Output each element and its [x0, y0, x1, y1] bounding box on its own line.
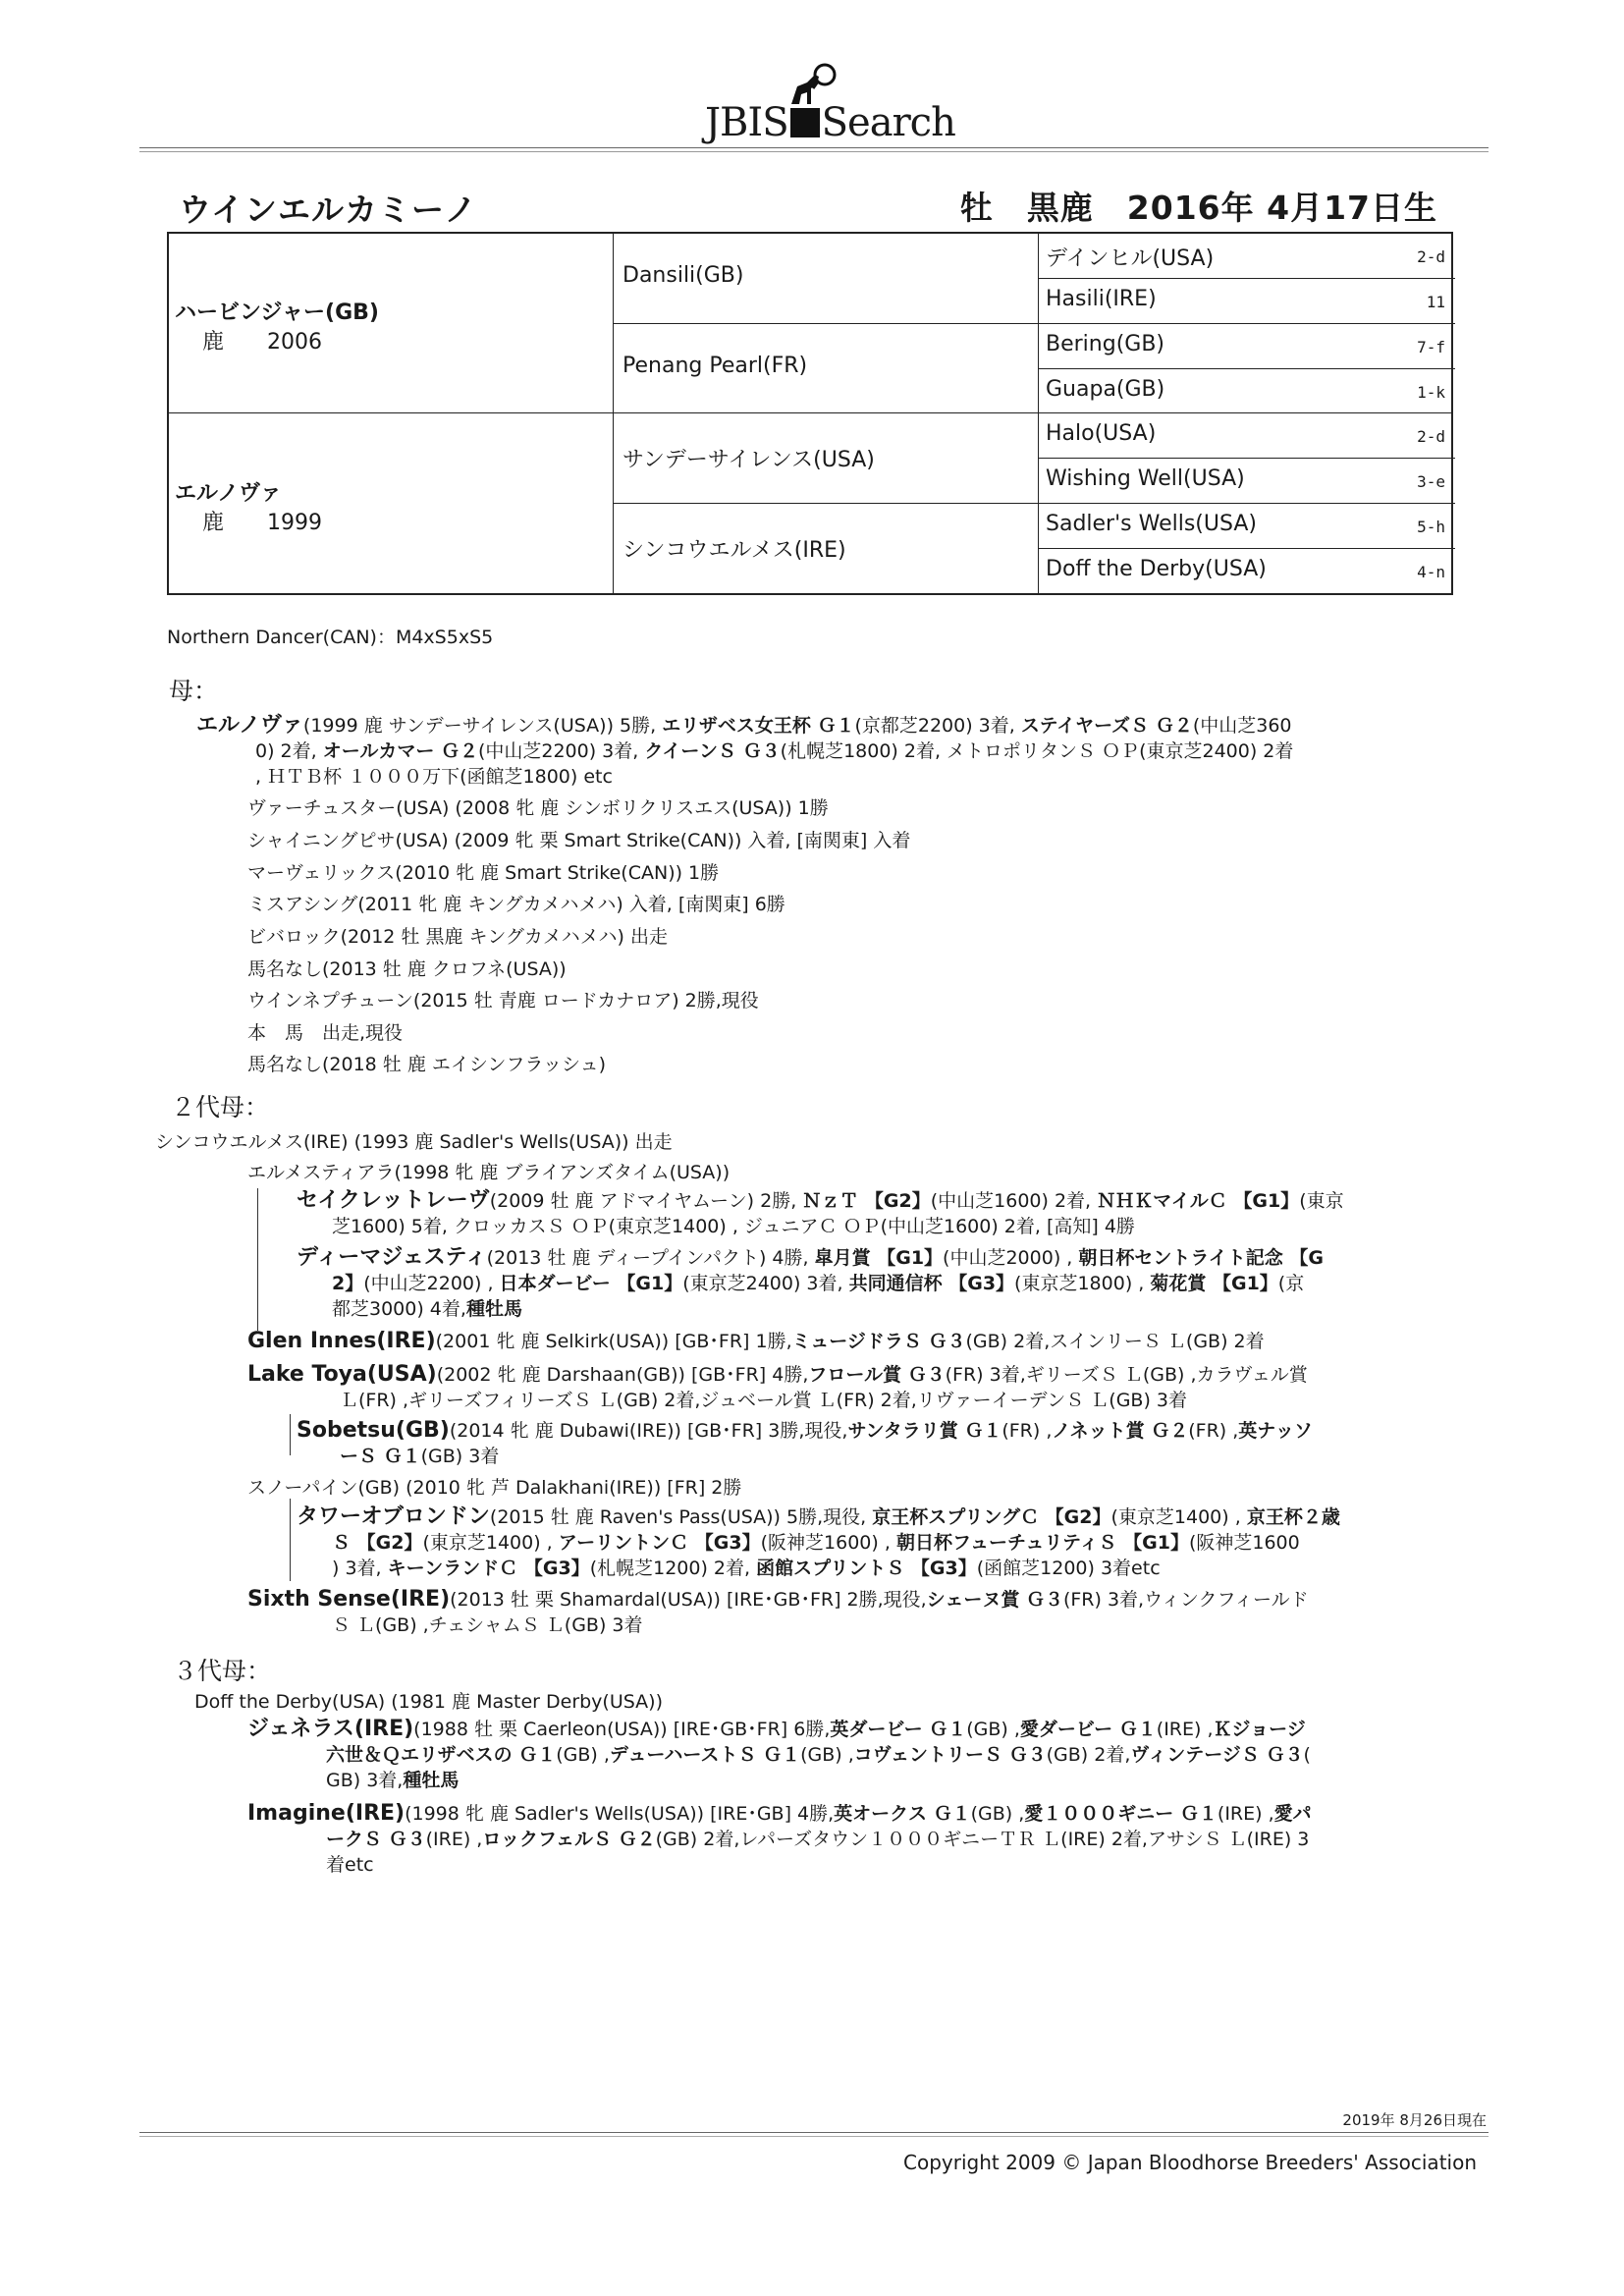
- bold-segment: 愛１０００ギニー Ｇ１: [1024, 1803, 1218, 1825]
- text-segment: (FR) 3着,ウィンクフィールド: [1062, 1589, 1309, 1611]
- text-segment: (IRE) ,: [425, 1829, 483, 1850]
- pedigree-line: [340, 1388, 1187, 1413]
- text-segment: (東京芝1400) ,: [1110, 1506, 1247, 1528]
- pedigree-line: [297, 1245, 1324, 1271]
- family-number: 11: [1426, 293, 1445, 311]
- text-segment: (GB) 2着,: [1046, 1744, 1131, 1766]
- pedigree-line: [332, 1214, 1135, 1239]
- header-rule: [139, 147, 1489, 148]
- inbreeding-note: Northern Dancer(CAN)：M4xS5xS5: [167, 627, 494, 648]
- dam-detail: 鹿 1999: [202, 511, 322, 535]
- dam-cell: [175, 479, 322, 538]
- text-segment: ビバロック(2012 牡 黒鹿 キングカメハメハ) 出走: [247, 926, 669, 948]
- text-segment: 0) 2着,: [255, 740, 323, 762]
- bold-segment: ミュージドラＳ Ｇ３: [791, 1331, 966, 1352]
- text-segment: (東京: [1299, 1190, 1344, 1212]
- g3-name: デインヒル(USA): [1046, 246, 1215, 271]
- text-segment: (GB) 2着,スインリーＳ Ｌ(GB) 2着: [965, 1331, 1265, 1352]
- bold-segment: サンタラリ賞 Ｇ１: [847, 1420, 1002, 1442]
- bold-segment: 六世＆Ｑエリザベスの Ｇ１: [326, 1744, 557, 1766]
- text-segment: (2013 牡 鹿 ディープインパクト) 4勝,: [486, 1247, 815, 1269]
- text-segment: (京都芝2200) 3着,: [854, 715, 1021, 737]
- bold-segment: Imagine(IRE): [247, 1801, 406, 1826]
- pedigree-line: [247, 828, 910, 853]
- text-segment: (2015 牡 鹿 Raven's Pass(USA)) 5勝,現役,: [489, 1506, 873, 1528]
- bold-segment: クイーンＳ Ｇ３: [644, 740, 781, 762]
- bold-segment: Sixth Sense(IRE): [247, 1587, 451, 1612]
- g3-cell: [1038, 369, 1455, 414]
- family-number: 4-n: [1417, 563, 1445, 581]
- bold-segment: ヴィンテージＳ Ｇ３: [1130, 1744, 1304, 1766]
- pedigree-line: [326, 1742, 1311, 1768]
- text-segment: ウインネプチューン(2015 牡 青鹿 ロードカナロア) 2勝,現役: [247, 990, 759, 1011]
- pedigree-line: [297, 1504, 1340, 1530]
- pedigree-line: [247, 892, 785, 917]
- text-segment: (FR) ,: [1188, 1420, 1239, 1442]
- bold-segment: コヴェントリーＳ Ｇ３: [853, 1744, 1047, 1766]
- bold-segment: ステイヤーズＳ Ｇ２: [1020, 715, 1193, 737]
- pedigree-line: [247, 1052, 606, 1077]
- bold-segment: タワーオブロンドン: [297, 1504, 490, 1529]
- bold-segment: 日本ダービー 【G1】: [499, 1273, 683, 1294]
- pedigree-line: [247, 957, 567, 982]
- text-segment: 馬名なし(2013 牡 鹿 クロフネ(USA)): [247, 958, 567, 980]
- g3-cell: [1038, 413, 1455, 459]
- pedigree-line: [255, 738, 1293, 764]
- pedigree-line: [247, 1362, 1308, 1388]
- text-segment: (中山芝360: [1192, 715, 1292, 737]
- pedigree-line: [326, 1827, 1309, 1852]
- pedigree-line: [247, 988, 759, 1013]
- text-segment: (函館芝1200) 3着etc: [976, 1558, 1161, 1579]
- text-segment: エルメスティアラ(1998 牝 鹿 ブライアンズタイム(USA)): [247, 1162, 731, 1183]
- g3-name: Wishing Well(USA): [1046, 466, 1245, 491]
- pedigree-line: [247, 1717, 1306, 1742]
- g3-name: Hasili(IRE): [1046, 287, 1157, 311]
- sire-cell: [175, 299, 379, 357]
- text-segment: (札幌芝1200) 2着,: [589, 1558, 757, 1579]
- text-segment: (: [1303, 1744, 1311, 1766]
- pedigree-line: [332, 1530, 1300, 1556]
- text-segment: (中山芝1600) 2着,: [930, 1190, 1098, 1212]
- text-segment: (GB) ,: [556, 1744, 610, 1766]
- text-segment: (中山芝2200) 3着,: [477, 740, 645, 762]
- bold-segment: オールカマー Ｇ２: [322, 740, 478, 762]
- pedigree-line: [194, 1689, 663, 1715]
- bold-segment: ロックフェルＳ Ｇ２: [482, 1829, 656, 1850]
- text-segment: (中山芝2200) ,: [363, 1273, 500, 1294]
- text-segment: マーヴェリックス(2010 牝 鹿 Smart Strike(CAN)) 1勝: [247, 862, 720, 884]
- bold-segment: シェーヌ賞 Ｇ３: [926, 1589, 1063, 1611]
- bold-segment: ジェネラス(IRE): [247, 1717, 414, 1741]
- text-segment: , ＨＴＢ杯 １０００万下(函館芝1800) etc: [255, 766, 613, 788]
- g3-cell: [1038, 234, 1455, 279]
- bold-segment: Lake Toya(USA): [247, 1362, 437, 1387]
- bold-segment: 朝日杯フューチュリティＳ 【G1】: [895, 1532, 1189, 1554]
- text-segment: Ｌ(FR) ,ギリーズフィリーズＳ Ｌ(GB) 2着,ジュベール賞 Ｌ(FR) 2着,リヴァーイーデンＳ Ｌ(GB) 3着: [340, 1390, 1187, 1411]
- pedigree-line: [247, 1587, 1309, 1613]
- pedigree-line: [247, 1160, 730, 1185]
- text-segment: (1988 牡 栗 Caerleon(USA)) [IRE･GB･FR] 6勝,: [413, 1719, 831, 1740]
- bold-segment: エルノヴァ: [196, 713, 303, 738]
- pedigree-line: [332, 1556, 1161, 1581]
- bold-segment: 種牡馬: [465, 1298, 522, 1320]
- g3-cell: [1038, 459, 1455, 504]
- text-segment: 芝1600) 5着, クロッカスＳ ＯＰ(東京芝1400) , ジュニアＣ ＯＰ(中山芝1600) 2着, [高知] 4勝: [332, 1216, 1135, 1237]
- pedigree-line: [247, 795, 829, 821]
- section-second-dam: ２代母：: [171, 1093, 270, 1121]
- horse-name: ウインエルカミーノ: [179, 191, 478, 229]
- bold-segment: 京王杯スプリングＣ 【G2】: [872, 1506, 1111, 1528]
- text-segment: (2013 牡 栗 Shamardal(USA)) [IRE･GB･FR] 2勝,現役,: [450, 1589, 927, 1611]
- g2-cell: サンデーサイレンス(USA): [623, 448, 875, 472]
- text-segment: (GB) ,: [966, 1719, 1020, 1740]
- tree-connector: [290, 1499, 291, 1581]
- pedigree-line: [332, 1271, 1304, 1296]
- text-segment: (東京芝1400) ,: [422, 1532, 559, 1554]
- pedigree-line: [340, 1444, 499, 1469]
- footer-rule-2: [139, 2136, 1489, 2137]
- pedigree-line: [332, 1296, 522, 1322]
- bold-segment: 函館スプリントＳ 【G3】: [756, 1558, 977, 1579]
- text-segment: (IRE) ,: [1217, 1803, 1274, 1825]
- g3-cell: [1038, 324, 1455, 369]
- pedigree-line: [332, 1613, 643, 1638]
- bold-segment: ディーマジェスティ: [297, 1245, 487, 1270]
- text-segment: (GB) 3着: [420, 1446, 500, 1467]
- bold-segment: 英オークス Ｇ１: [834, 1803, 971, 1825]
- text-segment: ミスアシング(2011 牝 鹿 キングカメハメハ) 入着, [南関東] 6勝: [247, 894, 785, 915]
- text-segment: (阪神芝1600) ,: [760, 1532, 896, 1554]
- bold-segment: エリザベス女王杯 Ｇ１: [662, 715, 855, 737]
- text-segment: 馬名なし(2018 牡 鹿 エイシンフラッシュ): [247, 1054, 607, 1075]
- text-segment: スノーパイン(GB) (2010 牝 芦 Dalakhani(IRE)) [FR] 2勝: [247, 1477, 742, 1499]
- g3-name: Sadler's Wells(USA): [1046, 512, 1257, 536]
- bold-segment: 2】: [332, 1273, 364, 1294]
- text-segment: (東京芝1800) ,: [1014, 1273, 1151, 1294]
- text-segment: (京: [1277, 1273, 1305, 1294]
- pedigree-line: [247, 924, 668, 950]
- text-segment: ヴァーチュスター(USA) (2008 牝 鹿 シンボリクリスエス(USA)) 1勝: [247, 797, 829, 819]
- g3-cell: [1038, 549, 1455, 594]
- g3-cell: [1038, 504, 1455, 549]
- tree-connector: [290, 1414, 291, 1455]
- bold-segment: 共同通信杯 【G3】: [848, 1273, 1015, 1294]
- pedigree-line: [326, 1852, 374, 1878]
- text-segment: ) 3着,: [332, 1558, 388, 1579]
- bold-segment: 種牡馬: [403, 1770, 460, 1791]
- family-number: 2-d: [1417, 247, 1445, 266]
- horse-info: 牡 黒鹿 2016年 4月17日生: [959, 189, 1437, 227]
- bold-segment: 愛パ: [1273, 1803, 1312, 1825]
- g3-name: Halo(USA): [1046, 421, 1157, 446]
- section-dam: 母：: [169, 677, 219, 705]
- text-segment: 本 馬 出走,現役: [247, 1022, 404, 1044]
- text-segment: (1998 牝 鹿 Sadler's Wells(USA)) [IRE･GB] 4勝,: [405, 1803, 835, 1825]
- bold-segment: 英ダービー Ｇ１: [830, 1719, 967, 1740]
- bold-segment: 京王杯２歳: [1246, 1506, 1340, 1528]
- family-number: 7-f: [1417, 338, 1445, 356]
- text-segment: (2014 牝 鹿 Dubawi(IRE)) [GB･FR] 3勝,現役,: [449, 1420, 848, 1442]
- pedigree-line: [297, 1188, 1344, 1214]
- text-segment: (FR) 3着,ギリーズＳ Ｌ(GB) ,カラヴェル賞: [945, 1364, 1308, 1386]
- pedigree-line: [297, 1418, 1313, 1444]
- text-segment: (FR) ,: [1001, 1420, 1053, 1442]
- header-rule-2: [139, 151, 1489, 152]
- bold-segment: ＮｚＴ 【G2】: [802, 1190, 931, 1212]
- pedigree-table: [167, 232, 1453, 595]
- bold-segment: Ｋジョージ: [1213, 1719, 1306, 1740]
- bold-segment: デューハーストＳ Ｇ１: [609, 1744, 801, 1766]
- text-segment: GB) 3着,: [326, 1770, 404, 1791]
- logo-text: JBIS Search: [705, 100, 955, 145]
- bold-segment: ーＳ Ｇ１: [340, 1446, 421, 1467]
- pedigree-line: [247, 1329, 1265, 1354]
- text-segment: (IRE) ,: [1156, 1719, 1214, 1740]
- g3-cell: [1038, 279, 1455, 324]
- g2-cell: Dansili(GB): [623, 263, 744, 288]
- bold-segment: キーンランドＣ 【G3】: [387, 1558, 590, 1579]
- text-segment: (GB) ,: [970, 1803, 1025, 1825]
- family-number: 5-h: [1417, 518, 1445, 536]
- g2-cell: Penang Pearl(FR): [623, 354, 808, 378]
- sire-name: ハービンジャー(GB): [175, 301, 379, 325]
- text-segment: (GB) ,: [800, 1744, 854, 1766]
- text-segment: (2001 牝 鹿 Selkirk(USA)) [GB･FR] 1勝,: [435, 1331, 792, 1352]
- as-of-date: 2019年 8月26日現在: [1342, 2111, 1487, 2129]
- dam-name: エルノヴァ: [175, 481, 282, 506]
- col-divider: [613, 234, 614, 593]
- bold-segment: Sobetsu(GB): [297, 1418, 450, 1443]
- bold-segment: セイクレットレーヴ: [297, 1188, 490, 1213]
- text-segment: Doff the Derby(USA) (1981 鹿 Master Derby(USA)): [194, 1691, 663, 1713]
- sire-detail: 鹿 2006: [202, 330, 322, 355]
- g3-name: Bering(GB): [1046, 332, 1164, 356]
- text-segment: 都芝3000) 4着,: [332, 1298, 466, 1320]
- bold-segment: フロール賞 Ｇ３: [808, 1364, 946, 1386]
- bold-segment: ークＳ Ｇ３: [326, 1829, 426, 1850]
- pedigree-line: [247, 860, 719, 886]
- text-segment: シャイニングピサ(USA) (2009 牝 栗 Smart Strike(CAN)) 入着, [南関東] 入着: [247, 830, 911, 851]
- text-segment: 着etc: [326, 1854, 374, 1876]
- family-number: 2-d: [1417, 427, 1445, 446]
- pedigree-line: [155, 1129, 673, 1155]
- text-segment: (2002 牝 鹿 Darshaan(GB)) [GB･FR] 4勝,: [436, 1364, 809, 1386]
- bold-segment: アーリントンＣ 【G3】: [558, 1532, 761, 1554]
- bold-segment: 英ナッソ: [1238, 1420, 1313, 1442]
- bold-segment: ＮＨＫマイルＣ 【G1】: [1097, 1190, 1300, 1212]
- pedigree-line: [247, 1020, 403, 1046]
- bold-segment: 朝日杯セントライト記念 【G: [1078, 1247, 1325, 1269]
- text-segment: シンコウエルメス(IRE) (1993 鹿 Sadler's Wells(USA)) 出走: [155, 1131, 673, 1153]
- bold-segment: 菊花賞 【G1】: [1150, 1273, 1278, 1294]
- jbis-search-logo: [687, 59, 955, 147]
- text-segment: (中山芝2000) ,: [943, 1247, 1079, 1269]
- g3-name: Doff the Derby(USA): [1046, 557, 1267, 581]
- text-segment: (東京芝2400) 3着,: [682, 1273, 849, 1294]
- text-segment: (GB) 2着,レパーズタウン１０００ギニーＴＲ Ｌ(IRE) 2着,アサシＳ Ｌ(IRE) 3: [655, 1829, 1310, 1850]
- bold-segment: Ｓ 【G2】: [332, 1532, 423, 1554]
- bold-segment: ノネット賞 Ｇ２: [1052, 1420, 1189, 1442]
- family-number: 3-e: [1417, 472, 1445, 491]
- footer-rule: [139, 2132, 1489, 2133]
- tree-connector: [257, 1188, 258, 1331]
- pedigree-line: [247, 1475, 741, 1501]
- text-segment: Ｓ Ｌ(GB) ,チェシャムＳ Ｌ(GB) 3着: [332, 1614, 643, 1636]
- g2-cell: シンコウエルメス(IRE): [623, 538, 846, 563]
- text-segment: (札幌芝1800) 2着, メトロポリタンＳ ＯＰ(東京芝2400) 2着: [780, 740, 1294, 762]
- pedigree-line: [196, 713, 1292, 738]
- pedigree-line: [255, 764, 613, 790]
- copyright: Copyright 2009 © Japan Bloodhorse Breeders' Association: [903, 2151, 1477, 2174]
- pedigree-line: [326, 1768, 459, 1793]
- bold-segment: 愛ダービー Ｇ１: [1019, 1719, 1157, 1740]
- text-segment: (1999 鹿 サンデーサイレンス(USA)) 5勝,: [302, 715, 663, 737]
- text-segment: (2009 牡 鹿 アドマイヤムーン) 2勝,: [489, 1190, 803, 1212]
- g3-name: Guapa(GB): [1046, 377, 1165, 402]
- pedigree-line: [247, 1801, 1312, 1827]
- bold-segment: Glen Innes(IRE): [247, 1329, 436, 1353]
- family-number: 1-k: [1417, 383, 1445, 402]
- text-segment: (阪神芝1600: [1188, 1532, 1300, 1554]
- bold-segment: 皐月賞 【G1】: [814, 1247, 944, 1269]
- section-third-dam: ３代母：: [173, 1657, 272, 1685]
